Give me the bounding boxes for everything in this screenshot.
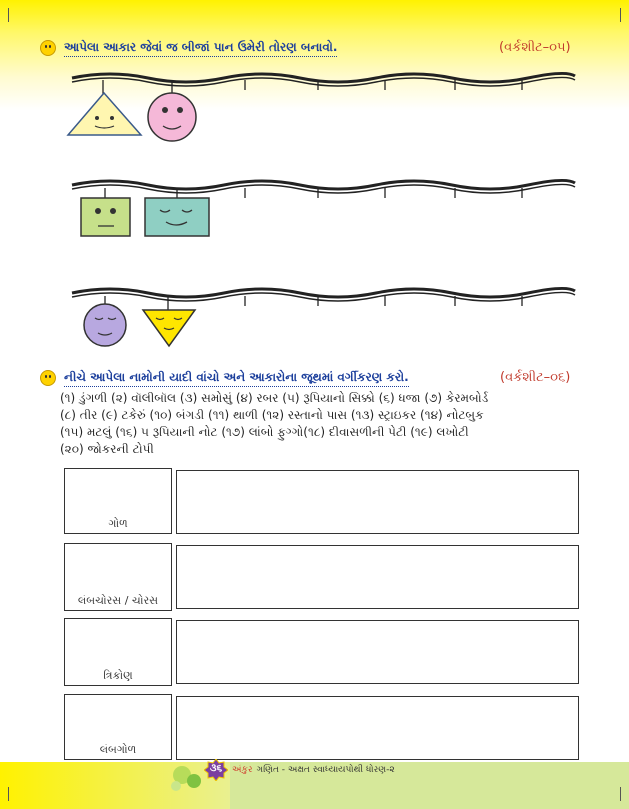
triangle-face-shape xyxy=(68,93,141,135)
category-box-triangle xyxy=(64,618,172,686)
inverted-triangle-face-shape xyxy=(143,310,195,346)
rectangle-face-shape xyxy=(145,198,209,236)
answer-box-circle[interactable] xyxy=(176,470,579,534)
purple-circle-face-shape xyxy=(84,304,126,346)
page-number: ૩૬ xyxy=(204,759,228,781)
smiley-icon xyxy=(40,370,56,386)
category-label: લંબચોરસ / ચોરસ xyxy=(77,594,159,607)
garland-rope-2 xyxy=(72,180,575,189)
answer-box-rectangle[interactable] xyxy=(176,545,579,609)
category-box-oval xyxy=(64,694,172,760)
answer-box-oval[interactable] xyxy=(176,696,579,760)
garland-rope-3 xyxy=(72,288,575,297)
category-label: લંબગોળ xyxy=(99,743,137,756)
category-label: ગોળ xyxy=(108,517,128,530)
footer-caption xyxy=(232,762,395,778)
worksheet-tag-05: (વર્કશીટ–૦૫) xyxy=(499,40,571,55)
footer-brand: અંકુર xyxy=(232,765,253,775)
footer-book-title: ગણિત - અક્ષત સ્વાધ્યાયપોથી ધોરણ-૨ xyxy=(256,765,395,775)
category-box-rectangle xyxy=(64,543,172,611)
item-list xyxy=(60,390,580,458)
worksheet-tag-06: (વર્કશીટ–૦૬) xyxy=(500,370,571,385)
section1-heading: આપેલા આકાર જેવાં જ બીજાં પાન ઉમેરી તોરણ બનાવો. xyxy=(40,38,337,58)
section2-heading: નીચે આપેલા નામોની યાદી વાંચો અને આકારોના જૂથમાં વર્ગીકરણ કરો. xyxy=(40,368,409,388)
item-line: (૮) તીર (૯) ટકેરું (૧૦) બંગડી (૧૧) થાળી (૧૨) રસ્તાનો પાસ (૧૩) સ્ટ્રાઇકર (૧૪) નોટબુક xyxy=(60,408,484,422)
item-line: (૧૫) મટલું (૧૬) ૫ રૂપિયાની નોટ (૧૭) લાંબો ફુગ્ગો(૧૮) દીવાસળીની પેટી (૧૯) લખોટી xyxy=(60,425,469,439)
category-box-circle xyxy=(64,468,172,534)
answer-box-triangle[interactable] xyxy=(176,620,579,684)
circle-face-shape xyxy=(148,93,196,141)
garland-rope-1 xyxy=(72,73,575,82)
item-line: (૨૦) જોકરની ટોપી xyxy=(60,442,154,456)
item-line: (૧) ડુંગળી (૨) વૉલીબૉલ (૩) સમોસું (૪) રબર (૫) રૂપિયાનો સિક્કો (૬) ધજા (૭) કેરમબોર્ડ xyxy=(60,391,489,405)
square-face-shape xyxy=(81,198,130,236)
category-label: ત્રિકોણ xyxy=(103,669,133,682)
